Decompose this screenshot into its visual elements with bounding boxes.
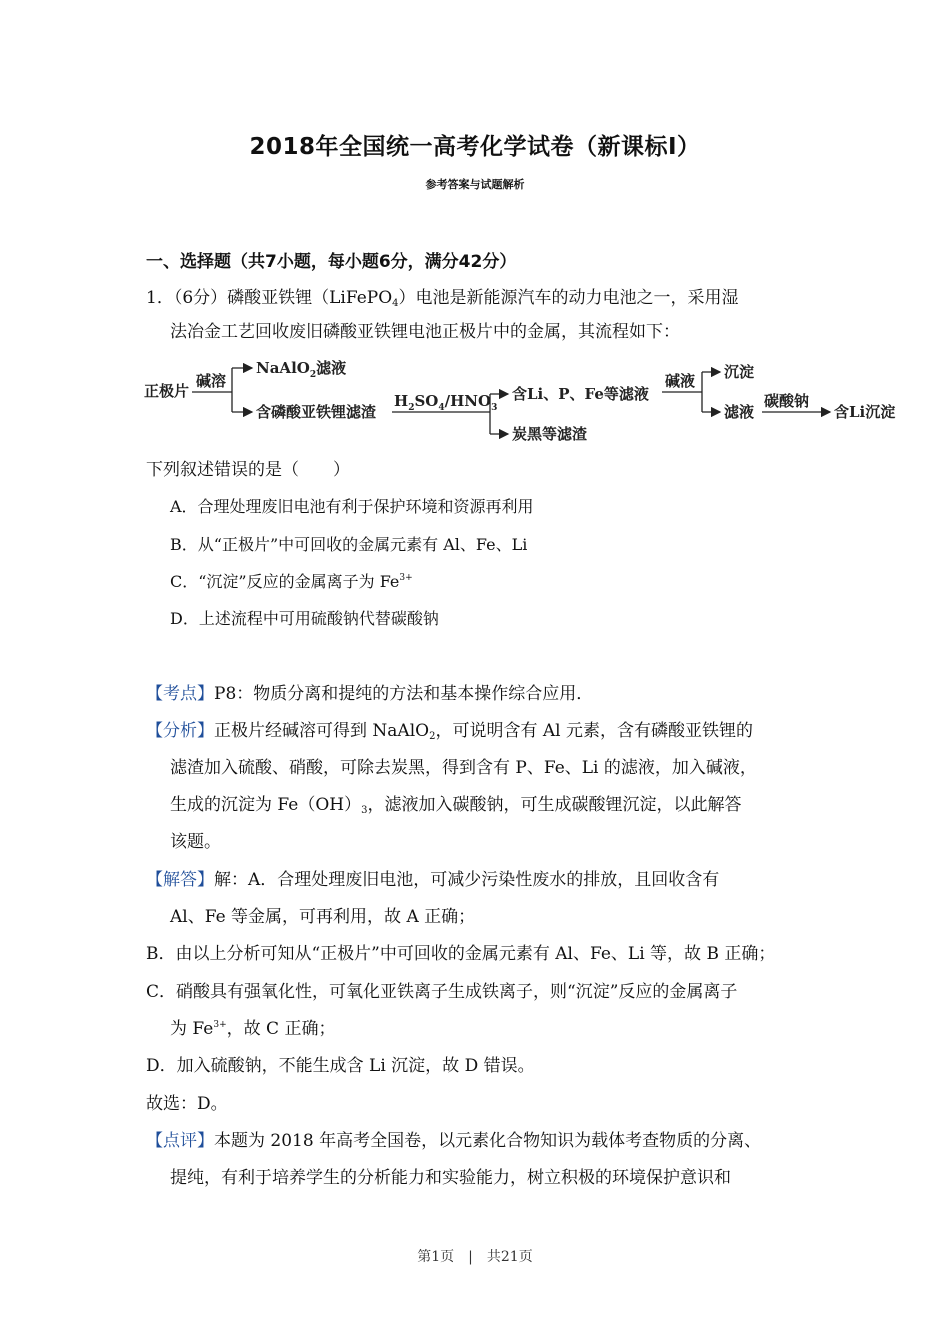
answer-line: 故选：D。 — [146, 1094, 228, 1114]
section-title: 一、选择题（共7小题，每小题6分，满分42分） — [146, 252, 517, 272]
fenxi-line-2: 滤渣加入硫酸、硝酸，可除去炭黑，得到含有 P、Fe、Li 的滤液，加入碱液， — [170, 758, 757, 778]
page-title: 2018年全国统一高考化学试卷（新课标Ⅰ） — [249, 134, 701, 160]
dianping-tag: 【点评】 — [146, 1131, 214, 1151]
flow-final: 含Li沉淀 — [834, 403, 896, 421]
flow-liquid: 滤液 — [724, 403, 755, 421]
flow-filtrate: 含Li、P、Fe等滤液 — [512, 385, 649, 403]
flow-step-base: 碱液 — [665, 372, 696, 390]
option-a: A．合理处理废旧电池有利于保护环境和资源再利用 — [170, 497, 534, 516]
fenxi-line-4: 该题。 — [170, 832, 221, 852]
flow-step-carbonate: 碳酸钠 — [764, 392, 810, 410]
fenxi-line-1: 【分析】正极片经碱溶可得到 NaAlO$_2$，可说明含有 Al 元素，含有磷酸亚铁锂的 — [146, 721, 753, 742]
jieda-tag: 【解答】 — [146, 870, 214, 890]
jieda-c-1: C．硝酸具有强氧化性，可氧化亚铁离子生成铁离子，则“沉淀”反应的金属离子 — [146, 982, 738, 1002]
flow-residue: 含磷酸亚铁锂滤渣 — [256, 403, 377, 421]
question-stem: 下列叙述错误的是（ ） — [146, 460, 350, 480]
fenxi-line-3: 生成的沉淀为 $Fe(OH)_3$，滤液加入碳酸钠，可生成碳酸锂沉淀，以此解答 — [170, 795, 742, 816]
option-d: D．上述流程中可用硫酸钠代替碳酸钠 — [170, 609, 439, 628]
fenxi-tag: 【分析】 — [146, 721, 214, 741]
dianping-line-1: 【点评】本题为 2018 年高考全国卷，以元素化合物知识为载体考查物质的分离、 — [146, 1131, 762, 1151]
flow-reagent-acid: $H_2SO_4/HNO_3$ — [394, 392, 498, 413]
kaodian-tag: 【考点】 — [146, 684, 214, 704]
jieda-line-1: 【解答】解：A．合理处理废旧电池，可减少污染性废水的排放，且回收含有 — [146, 870, 720, 890]
flow-start: 正极片 — [144, 382, 190, 400]
jieda-b: B．由以上分析可知从“正极片”中可回收的金属元素有 Al、Fe、Li 等，故 B 正确； — [146, 944, 776, 964]
question-line-2: 法冶金工艺回收废旧磷酸亚铁锂电池正极片中的金属，其流程如下： — [170, 322, 680, 342]
kaodian-line: 【考点】P8：物质分离和提纯的方法和基本操作综合应用． — [146, 684, 594, 704]
process-flowchart — [140, 350, 920, 450]
jieda-line-2: Al、Fe 等金属，可再利用，故 A 正确； — [170, 907, 476, 927]
flow-naalo2-filtrate: NaAlO$_2$滤液 — [256, 359, 347, 380]
flow-precipitate: 沉淀 — [724, 363, 755, 381]
jieda-c-2: 为 $Fe^{3+}$，故 C 正确； — [170, 1019, 336, 1039]
page-footer: 第1页 | 共21页 — [417, 1249, 533, 1265]
option-b: B．从“正极片”中可回收的金属元素有 Al、Fe、Li — [170, 535, 528, 554]
option-c: C．“沉淀”反应的金属离子为 $Fe^{3+}$ — [170, 572, 413, 591]
dianping-line-2: 提纯，有利于培养学生的分析能力和实验能力，树立积极的环境保护意识和 — [170, 1168, 731, 1188]
flow-carbon: 炭黑等滤渣 — [512, 425, 588, 443]
question-line-1: 1．（6分）磷酸亚铁锂（LiFePO$_4$）电池是新能源汽车的动力电池之一，采用湿 — [146, 288, 739, 309]
jieda-d: D．加入硫酸钠，不能生成含 Li 沉淀，故 D 错误。 — [146, 1056, 535, 1076]
flow-step-alkali: 碱溶 — [196, 372, 227, 390]
page-subtitle: 参考答案与试题解析 — [425, 178, 525, 191]
